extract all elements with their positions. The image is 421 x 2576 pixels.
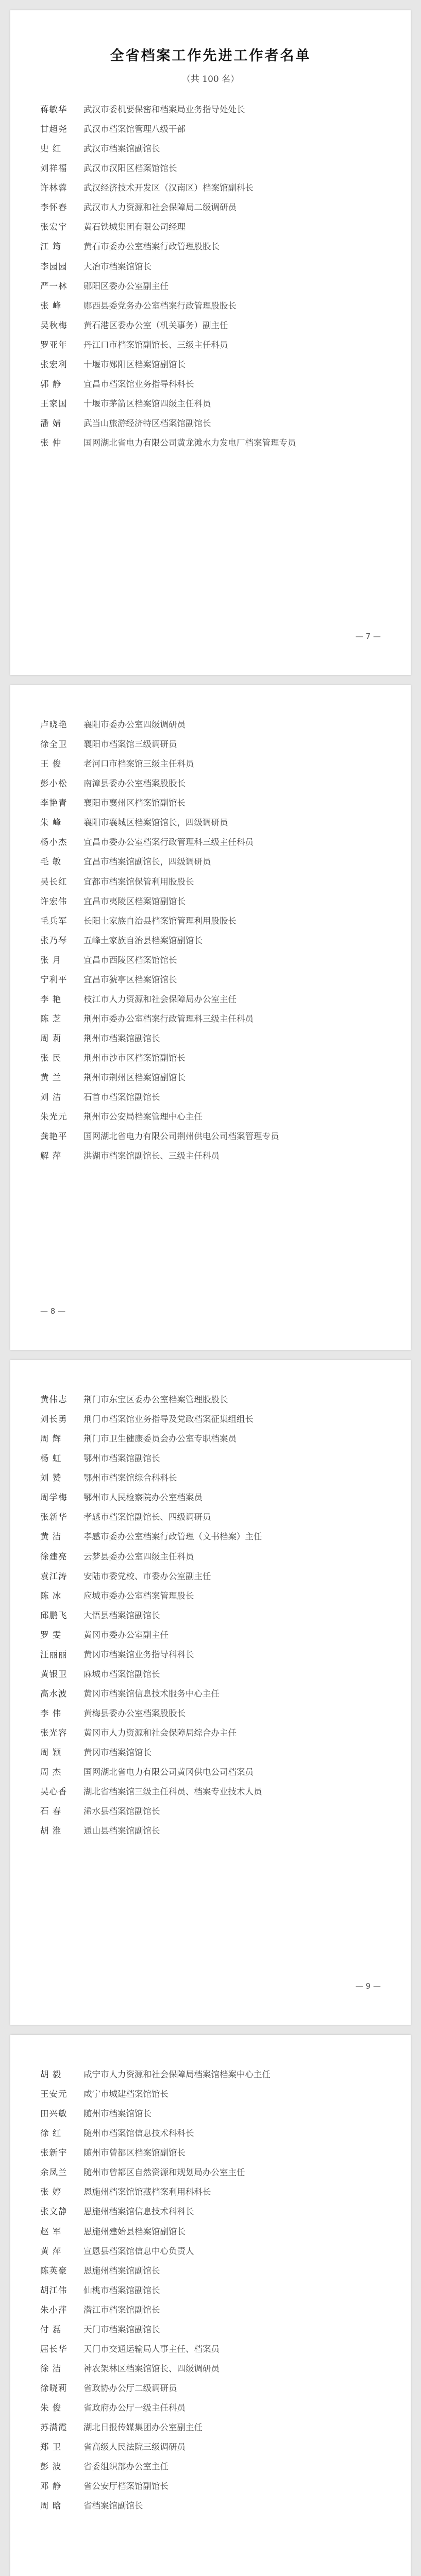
list-item xyxy=(40,1668,384,1681)
honoree-name: 江 筠 xyxy=(40,242,62,252)
honoree-name: 吴秋梅 xyxy=(40,320,68,330)
honoree-unit: 荆门市卫生健康委员会办公室专职档案员 xyxy=(83,1434,237,1444)
honoree-unit: 大悟县档案馆副馆长 xyxy=(83,1610,160,1620)
honoree-name: 田兴敏 xyxy=(40,2109,68,2119)
honoree-name: 周 莉 xyxy=(40,1033,62,1043)
list-item xyxy=(40,358,384,371)
list-item xyxy=(40,2362,384,2376)
honoree-name: 郑 卫 xyxy=(40,2442,62,2452)
page-number: — 7 — xyxy=(355,632,381,641)
list-item xyxy=(40,201,384,214)
honoree-unit: 宣恩县档案馆信息中心负责人 xyxy=(83,2246,194,2256)
honoree-unit: 恩施州档案馆信息技术科科长 xyxy=(83,2207,194,2217)
honoree-unit: 五峰土家族自治县档案馆副馆长 xyxy=(83,935,203,945)
list-item xyxy=(40,2245,384,2258)
list-item xyxy=(40,1012,384,1026)
list-item xyxy=(40,1530,384,1544)
list-item xyxy=(40,1413,384,1426)
list-item xyxy=(40,1071,384,1084)
honoree-unit: 郧西县委党务办公室档案行政管理股股长 xyxy=(83,300,237,311)
honoree-unit: 宜昌市西陵区档案馆馆长 xyxy=(83,955,177,965)
honoree-name: 陈英豪 xyxy=(40,2265,68,2276)
honoree-name: 黄 萍 xyxy=(40,2246,62,2256)
list-item xyxy=(40,162,384,175)
list-item xyxy=(40,2499,384,2513)
honoree-unit: 湖北省档案馆三级主任科员、档案专业技术人员 xyxy=(83,1787,262,1797)
list-item xyxy=(40,1785,384,1799)
honoree-unit: 武当山旅游经济特区档案馆副馆长 xyxy=(83,418,211,428)
honoree-name: 石 春 xyxy=(40,1806,62,1817)
list-item xyxy=(40,2185,384,2199)
honoree-unit: 荆州市公安局档案管理中心主任 xyxy=(83,1112,203,1122)
list-item xyxy=(40,1550,384,1564)
honoree-name: 张 峰 xyxy=(40,300,62,311)
honoree-name: 付 磊 xyxy=(40,2324,62,2334)
honoree-name: 张 婷 xyxy=(40,2187,62,2197)
list-item xyxy=(40,895,384,908)
list-item xyxy=(40,260,384,274)
document-page-2 xyxy=(10,685,411,1350)
honoree-unit: 浠水县档案馆副馆长 xyxy=(83,1806,160,1817)
honoree-unit: 十堰市茅箭区档案馆四级主任科员 xyxy=(83,398,211,409)
honoree-unit: 省档案馆副馆长 xyxy=(83,2501,143,2511)
honoree-unit: 省委组织部办公室主任 xyxy=(83,2462,169,2472)
list-item xyxy=(40,875,384,889)
honoree-unit: 十堰市郧阳区档案馆副馆长 xyxy=(83,359,186,369)
honoree-unit: 咸宁市人力资源和社会保障局档案馆档案中心主任 xyxy=(83,2070,271,2079)
honoree-unit: 鄂州市档案馆综合科科长 xyxy=(83,1473,177,1483)
honoree-name: 周 辉 xyxy=(40,1434,62,1444)
honoree-name: 胡 淮 xyxy=(40,1826,62,1836)
list-item xyxy=(40,816,384,829)
honoree-name: 毛兵军 xyxy=(40,916,68,926)
honoree-name: 朱 峰 xyxy=(40,818,62,828)
honoree-name: 邱鹏飞 xyxy=(40,1610,68,1620)
page-number: — 8 — xyxy=(40,1307,66,1316)
honoree-unit: 省公安厅档案馆副馆长 xyxy=(83,2481,169,2492)
honoree-unit: 襄阳市襄城区档案馆馆长，四级调研员 xyxy=(83,818,228,828)
honoree-name: 罗 雯 xyxy=(40,1630,62,1640)
list-item xyxy=(40,2303,384,2317)
document-subtitle: （共 100 名） xyxy=(181,74,240,84)
honoree-name: 朱光元 xyxy=(40,1112,68,1122)
list-item xyxy=(40,2401,384,2415)
honoree-name: 史 红 xyxy=(40,144,62,154)
honoree-unit: 襄阳市档案馆三级调研员 xyxy=(83,739,177,750)
honoree-unit: 宜昌市夷陵区档案馆副馆长 xyxy=(83,896,186,906)
honoree-unit: 随州市档案馆信息技术科科长 xyxy=(83,2128,194,2139)
honoree-name: 李 艳 xyxy=(40,994,62,1004)
honoree-name: 徐全卫 xyxy=(40,739,68,750)
honoree-unit: 仙桃市档案馆副馆长 xyxy=(83,2285,160,2295)
honoree-unit: 宜昌市档案馆副馆长，四级调研员 xyxy=(83,857,211,867)
honoree-name: 张宏利 xyxy=(40,359,68,369)
honoree-unit: 长阳土家族自治县档案馆管理利用股股长 xyxy=(83,916,237,926)
list-item xyxy=(40,2225,384,2239)
honoree-name: 陈 冰 xyxy=(40,1590,62,1601)
honoree-list xyxy=(40,1393,384,1844)
honoree-unit: 荆州市荆州区档案馆副馆长 xyxy=(83,1073,186,1083)
honoree-name: 彭小松 xyxy=(40,778,68,789)
honoree-unit: 黄冈市委办公室副主任 xyxy=(83,1630,169,1640)
list-item xyxy=(40,1648,384,1662)
honoree-name: 李怀春 xyxy=(40,202,68,213)
document-title: 全省档案工作先进工作者名单 xyxy=(110,48,311,64)
honoree-name: 余凤兰 xyxy=(40,2167,68,2178)
honoree-unit: 恩施州档案馆馆藏档案利用科科长 xyxy=(83,2187,211,2197)
list-item xyxy=(40,1149,384,1163)
honoree-name: 朱 俊 xyxy=(40,2403,62,2413)
honoree-name: 李 伟 xyxy=(40,1708,62,1718)
honoree-name: 周学梅 xyxy=(40,1493,68,1503)
honoree-unit: 省政协办公厅二级调研员 xyxy=(83,2383,177,2393)
list-item xyxy=(40,2127,384,2140)
list-item xyxy=(40,738,384,751)
list-item xyxy=(40,1707,384,1720)
honoree-name: 刘长勇 xyxy=(40,1414,68,1425)
honoree-unit: 洪湖市档案馆副馆长、三级主任科员 xyxy=(83,1151,220,1161)
list-item xyxy=(40,1471,384,1485)
honoree-unit: 恩施州建始县档案馆副馆长 xyxy=(83,2226,186,2236)
honoree-unit: 武汉市档案馆副馆长 xyxy=(83,144,160,154)
honoree-unit: 襄阳市襄州区档案馆副馆长 xyxy=(83,798,186,808)
document-page-4 xyxy=(10,2035,411,2576)
honoree-name: 黄伟志 xyxy=(40,1395,68,1404)
list-item xyxy=(40,1452,384,1465)
list-item xyxy=(40,2264,384,2278)
list-item xyxy=(40,855,384,869)
honoree-unit: 黄石市委办公室档案行政管理股股长 xyxy=(83,242,220,252)
honoree-name: 吴长红 xyxy=(40,876,68,887)
list-item xyxy=(40,181,384,195)
list-item xyxy=(40,1766,384,1779)
document-page-3 xyxy=(10,1360,411,2025)
list-item xyxy=(40,103,384,116)
honoree-name: 卢晓艳 xyxy=(40,720,68,730)
honoree-unit: 鄂州市档案馆副馆长 xyxy=(83,1453,160,1464)
list-item xyxy=(40,378,384,391)
honoree-name: 刘 赞 xyxy=(40,1473,62,1483)
honoree-name: 黄 洁 xyxy=(40,1532,62,1542)
honoree-name: 周 颖 xyxy=(40,1748,62,1758)
honoree-unit: 天门市交通运输局人事主任、档案员 xyxy=(83,2344,220,2354)
honoree-name: 胡江伟 xyxy=(40,2285,68,2295)
list-item xyxy=(40,436,384,450)
list-item xyxy=(40,397,384,411)
list-item xyxy=(40,2166,384,2179)
list-item xyxy=(40,319,384,332)
honoree-name: 杨小杰 xyxy=(40,837,68,848)
honoree-name: 吴心香 xyxy=(40,1787,68,1797)
list-item xyxy=(40,1589,384,1603)
list-item xyxy=(40,280,384,293)
honoree-name: 刘 洁 xyxy=(40,1092,62,1103)
list-item xyxy=(40,1726,384,1740)
honoree-unit: 咸宁市城建档案馆馆长 xyxy=(83,2089,169,2099)
honoree-name: 袁江涛 xyxy=(40,1571,68,1581)
honoree-unit: 黄冈市档案馆馆长 xyxy=(83,1748,151,1758)
honoree-unit: 荆州市档案馆副馆长 xyxy=(83,1033,160,1043)
list-item xyxy=(40,240,384,253)
honoree-unit: 南漳县委办公室档案股股长 xyxy=(83,778,186,789)
honoree-unit: 孝感市档案馆副馆长、四级调研员 xyxy=(83,1512,211,1522)
list-item xyxy=(40,973,384,987)
list-item xyxy=(40,338,384,352)
honoree-unit: 宜都市档案馆保管利用股股长 xyxy=(83,876,194,887)
honoree-unit: 安陆市委党校、市委办公室副主任 xyxy=(83,1571,211,1581)
honoree-name: 罗亚年 xyxy=(40,340,68,350)
honoree-name: 王 俊 xyxy=(40,759,62,769)
honoree-name: 朱小萍 xyxy=(40,2304,68,2315)
honoree-name: 王安元 xyxy=(40,2089,68,2099)
list-item xyxy=(40,1746,384,1759)
honoree-unit: 应城市委办公室档案管理股长 xyxy=(83,1590,194,1601)
honoree-name: 解 萍 xyxy=(40,1151,62,1161)
honoree-name: 毛 敏 xyxy=(40,857,62,867)
honoree-list xyxy=(40,2068,384,2519)
honoree-name: 张 月 xyxy=(40,955,62,965)
honoree-name: 李艳青 xyxy=(40,798,68,808)
list-item xyxy=(40,2382,384,2395)
list-item xyxy=(40,2284,384,2297)
honoree-unit: 孝感市委办公室档案行政管理（文书档案）主任 xyxy=(83,1532,262,1542)
list-item xyxy=(40,1032,384,1045)
honoree-name: 徐晓莉 xyxy=(40,2383,68,2393)
list-item xyxy=(40,1687,384,1701)
list-item xyxy=(40,1609,384,1622)
honoree-unit: 恩施州档案馆副馆长 xyxy=(83,2265,160,2276)
honoree-unit: 天门市档案馆副馆长 xyxy=(83,2324,160,2334)
honoree-name: 邓 静 xyxy=(40,2481,62,2492)
list-item xyxy=(40,836,384,849)
honoree-name: 李园园 xyxy=(40,261,68,272)
honoree-name: 徐 洁 xyxy=(40,2363,62,2374)
honoree-unit: 枝江市人力资源和社会保障局办公室主任 xyxy=(83,994,237,1004)
honoree-name: 黄 兰 xyxy=(40,1073,62,1083)
honoree-name: 黄银卫 xyxy=(40,1669,68,1679)
honoree-unit: 潜江市档案馆副馆长 xyxy=(83,2304,160,2315)
honoree-name: 汪丽丽 xyxy=(40,1649,68,1659)
list-item xyxy=(40,1805,384,1818)
list-item xyxy=(40,934,384,947)
honoree-name: 龚艳平 xyxy=(40,1131,68,1142)
list-item xyxy=(40,2480,384,2493)
honoree-unit: 武汉经济技术开发区（汉南区）档案馆副科长 xyxy=(83,183,254,193)
honoree-unit: 黄石铁城集团有限公司经理 xyxy=(83,222,186,232)
honoree-name: 徐 红 xyxy=(40,2128,62,2139)
honoree-name: 甘超尧 xyxy=(40,124,68,134)
honoree-name: 许林蓉 xyxy=(40,183,68,193)
honoree-name: 周 杰 xyxy=(40,1767,62,1777)
honoree-unit: 随州市档案馆馆长 xyxy=(83,2109,151,2119)
honoree-unit: 省政府办公厅一级主任科员 xyxy=(83,2403,186,2413)
list-item xyxy=(40,2068,384,2081)
honoree-unit: 郧阳区委办公室副主任 xyxy=(83,281,169,291)
honoree-unit: 宜昌市档案馆业务指导科科长 xyxy=(83,379,194,389)
list-item xyxy=(40,718,384,732)
honoree-unit: 国网湖北省电力有限公司黄龙滩水力发电厂档案管理专员 xyxy=(83,438,296,448)
honoree-unit: 大冶市档案馆馆长 xyxy=(83,261,151,272)
honoree-unit: 通山县档案馆副馆长 xyxy=(83,1826,160,1836)
honoree-unit: 云梦县委办公室四级主任科员 xyxy=(83,1551,194,1562)
document-page-1 xyxy=(10,10,411,675)
honoree-unit: 老河口市档案馆三级主任科员 xyxy=(83,759,194,769)
honoree-list xyxy=(40,718,384,1169)
list-item xyxy=(40,123,384,136)
honoree-unit: 黄冈市人力资源和社会保障局综合办主任 xyxy=(83,1728,237,1738)
honoree-unit: 鄂州市人民检察院办公室档案员 xyxy=(83,1493,203,1503)
honoree-name: 张文静 xyxy=(40,2207,68,2217)
honoree-unit: 武汉市汉阳区档案馆馆长 xyxy=(83,163,177,174)
list-item xyxy=(40,954,384,967)
page-number: — 9 — xyxy=(355,1981,381,1991)
honoree-unit: 随州市曾都区自然资源和规划局办公室主任 xyxy=(83,2167,245,2178)
honoree-name: 张新华 xyxy=(40,1512,68,1522)
honoree-unit: 武汉市人力资源和社会保障局二级调研员 xyxy=(83,202,237,213)
list-item xyxy=(40,777,384,790)
list-item xyxy=(40,2205,384,2218)
honoree-unit: 荆州市沙市区档案馆副馆长 xyxy=(83,1053,186,1063)
honoree-unit: 国网湖北省电力有限公司黄冈供电公司档案员 xyxy=(83,1767,254,1777)
list-item xyxy=(40,2441,384,2454)
honoree-unit: 黄冈市档案馆业务指导科科长 xyxy=(83,1649,194,1659)
honoree-name: 张光容 xyxy=(40,1728,68,1738)
list-item xyxy=(40,757,384,771)
honoree-name: 张 民 xyxy=(40,1053,62,1063)
list-item xyxy=(40,299,384,313)
list-item xyxy=(40,2107,384,2121)
list-item xyxy=(40,1393,384,1406)
list-item xyxy=(40,2343,384,2356)
list-item xyxy=(40,1491,384,1504)
list-item xyxy=(40,914,384,928)
honoree-unit: 黄石港区委办公室（机关事务）副主任 xyxy=(83,320,228,330)
honoree-name: 周 晗 xyxy=(40,2501,62,2511)
honoree-name: 严一林 xyxy=(40,281,68,291)
honoree-unit: 宜昌市猇亭区档案馆馆长 xyxy=(83,974,177,985)
honoree-name: 赵 军 xyxy=(40,2226,62,2236)
honoree-unit: 湖北日报传媒集团办公室副主任 xyxy=(83,2422,203,2433)
honoree-unit: 黄冈市档案馆信息技术服务中心主任 xyxy=(83,1688,220,1699)
honoree-unit: 襄阳市委办公室四级调研员 xyxy=(83,720,186,730)
honoree-unit: 石首市档案馆副馆长 xyxy=(83,1092,160,1103)
honoree-unit: 荆州市委办公室档案行政管理科三级主任科员 xyxy=(83,1013,254,1024)
honoree-name: 苏满霞 xyxy=(40,2422,68,2433)
list-item xyxy=(40,142,384,156)
honoree-name: 陈 芝 xyxy=(40,1013,62,1024)
list-item xyxy=(40,2323,384,2336)
honoree-unit: 麻城市档案馆副馆长 xyxy=(83,1669,160,1679)
list-item xyxy=(40,2460,384,2473)
honoree-name: 屈长华 xyxy=(40,2344,68,2354)
list-item xyxy=(40,1130,384,1143)
list-item xyxy=(40,1432,384,1446)
list-item xyxy=(40,993,384,1006)
honoree-name: 宁利平 xyxy=(40,974,68,985)
honoree-unit: 省高级人民法院三级调研员 xyxy=(83,2442,186,2452)
honoree-list xyxy=(40,103,384,456)
honoree-name: 徐建亮 xyxy=(40,1551,68,1562)
honoree-name: 张乃琴 xyxy=(40,935,68,945)
honoree-name: 杨 虹 xyxy=(40,1453,62,1464)
honoree-name: 胡 毅 xyxy=(40,2070,62,2079)
honoree-name: 张新宇 xyxy=(40,2148,68,2158)
honoree-unit: 荆门市东宝区委办公室档案管理股股长 xyxy=(83,1395,228,1404)
list-item xyxy=(40,1091,384,1104)
honoree-name: 张宏宇 xyxy=(40,222,68,232)
list-item xyxy=(40,221,384,234)
list-item xyxy=(40,2088,384,2101)
list-item xyxy=(40,1052,384,1065)
list-item xyxy=(40,796,384,810)
honoree-name: 潘 婧 xyxy=(40,418,62,428)
list-item xyxy=(40,417,384,430)
honoree-unit: 宜昌市委办公室档案行政管理科三级主任科员 xyxy=(83,837,254,848)
honoree-unit: 武汉市档案馆管理八级干部 xyxy=(83,124,186,134)
list-item xyxy=(40,1511,384,1524)
list-item xyxy=(40,1824,384,1838)
honoree-unit: 随州市曾都区档案馆副馆长 xyxy=(83,2148,186,2158)
honoree-unit: 国网湖北省电力有限公司荆州供电公司档案管理专员 xyxy=(83,1131,279,1142)
honoree-name: 高水波 xyxy=(40,1688,68,1699)
list-item xyxy=(40,2421,384,2434)
honoree-name: 彭 波 xyxy=(40,2462,62,2472)
list-item xyxy=(40,1570,384,1583)
honoree-name: 蒋敏华 xyxy=(40,105,68,114)
honoree-unit: 丹江口市档案馆副馆长、三级主任科员 xyxy=(83,340,228,350)
list-item xyxy=(40,1110,384,1124)
list-item xyxy=(40,1629,384,1642)
honoree-name: 张 仲 xyxy=(40,438,62,448)
honoree-unit: 武汉市委机要保密和档案局业务指导处处长 xyxy=(83,105,245,114)
honoree-unit: 神农架林区档案馆馆长、四级调研员 xyxy=(83,2363,220,2374)
list-item xyxy=(40,2146,384,2160)
honoree-name: 许宏伟 xyxy=(40,896,68,906)
honoree-name: 刘祥福 xyxy=(40,163,68,174)
honoree-name: 郭 静 xyxy=(40,379,62,389)
honoree-unit: 荆门市档案馆业务指导及党政档案征集组组长 xyxy=(83,1414,254,1425)
honoree-unit: 黄梅县委办公室档案股股长 xyxy=(83,1708,186,1718)
honoree-name: 王家国 xyxy=(40,398,68,409)
